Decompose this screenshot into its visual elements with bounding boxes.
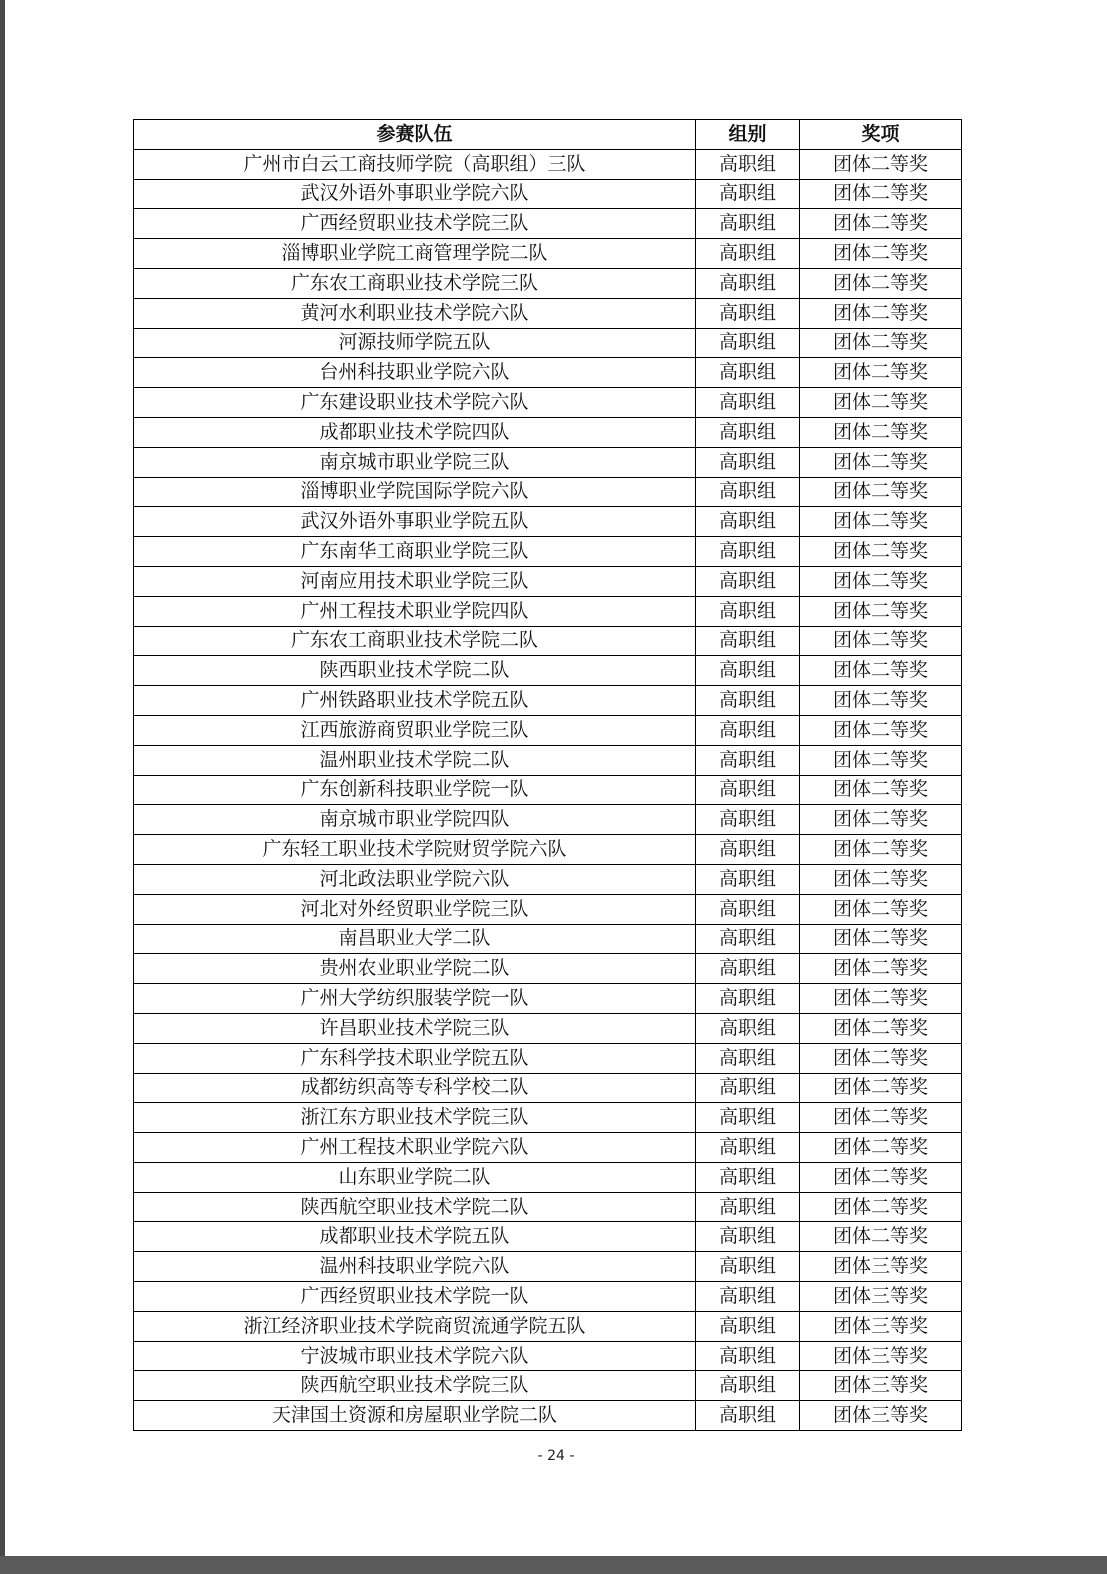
- team-name-cell: 天津国土资源和房屋职业学院二队: [134, 1401, 696, 1431]
- award-cell: 团体二等奖: [800, 507, 962, 537]
- team-name-cell: 江西旅游商贸职业学院三队: [134, 715, 696, 745]
- team-name-cell: 温州职业技术学院二队: [134, 745, 696, 775]
- group-cell: 高职组: [696, 1192, 800, 1222]
- group-cell: 高职组: [696, 715, 800, 745]
- team-name-cell: 河北政法职业学院六队: [134, 864, 696, 894]
- team-name-cell: 河源技师学院五队: [134, 328, 696, 358]
- team-name-cell: 武汉外语外事职业学院五队: [134, 507, 696, 537]
- table-row: [134, 1192, 962, 1222]
- group-cell: 高职组: [696, 477, 800, 507]
- award-cell: 团体三等奖: [800, 1311, 962, 1341]
- table-row: [134, 835, 962, 865]
- team-name-cell: 武汉外语外事职业学院六队: [134, 179, 696, 209]
- award-cell: 团体二等奖: [800, 924, 962, 954]
- team-name-cell: 广州铁路职业技术学院五队: [134, 686, 696, 716]
- award-cell: 团体二等奖: [800, 447, 962, 477]
- award-cell: 团体二等奖: [800, 954, 962, 984]
- award-cell: 团体二等奖: [800, 775, 962, 805]
- team-name-cell: 淄博职业学院国际学院六队: [134, 477, 696, 507]
- team-name-cell: 陕西航空职业技术学院二队: [134, 1192, 696, 1222]
- table-row: [134, 1103, 962, 1133]
- group-cell: 高职组: [696, 805, 800, 835]
- group-cell: 高职组: [696, 179, 800, 209]
- group-cell: 高职组: [696, 1222, 800, 1252]
- table-row: [134, 149, 962, 179]
- group-cell: 高职组: [696, 1013, 800, 1043]
- group-cell: 高职组: [696, 864, 800, 894]
- award-cell: 团体二等奖: [800, 566, 962, 596]
- table-row: [134, 1371, 962, 1401]
- group-cell: 高职组: [696, 984, 800, 1014]
- award-cell: 团体二等奖: [800, 1162, 962, 1192]
- group-cell: 高职组: [696, 566, 800, 596]
- table-row: [134, 507, 962, 537]
- award-cell: 团体二等奖: [800, 1133, 962, 1163]
- group-cell: 高职组: [696, 835, 800, 865]
- table-header-row: [134, 120, 962, 150]
- award-cell: 团体二等奖: [800, 209, 962, 239]
- award-cell: 团体二等奖: [800, 1192, 962, 1222]
- award-cell: 团体二等奖: [800, 358, 962, 388]
- group-cell: 高职组: [696, 388, 800, 418]
- group-cell: 高职组: [696, 596, 800, 626]
- table-row: [134, 596, 962, 626]
- award-cell: 团体二等奖: [800, 1222, 962, 1252]
- award-cell: 团体二等奖: [800, 1103, 962, 1133]
- header-team: 参赛队伍: [134, 120, 696, 150]
- award-cell: 团体二等奖: [800, 417, 962, 447]
- table-row: [134, 1401, 962, 1431]
- table-row: [134, 1162, 962, 1192]
- team-name-cell: 广西经贸职业技术学院一队: [134, 1282, 696, 1312]
- table-row: [134, 1252, 962, 1282]
- award-cell: 团体二等奖: [800, 626, 962, 656]
- award-cell: 团体三等奖: [800, 1282, 962, 1312]
- table-row: [134, 239, 962, 269]
- award-cell: 团体三等奖: [800, 1252, 962, 1282]
- team-name-cell: 淄博职业学院工商管理学院二队: [134, 239, 696, 269]
- award-cell: 团体二等奖: [800, 1013, 962, 1043]
- page-number: - 24 -: [537, 1448, 575, 1464]
- group-cell: 高职组: [696, 686, 800, 716]
- table-row: [134, 1282, 962, 1312]
- table-row: [134, 864, 962, 894]
- group-cell: 高职组: [696, 507, 800, 537]
- group-cell: 高职组: [696, 656, 800, 686]
- group-cell: 高职组: [696, 239, 800, 269]
- team-name-cell: 广东农工商职业技术学院二队: [134, 626, 696, 656]
- team-name-cell: 河北对外经贸职业学院三队: [134, 894, 696, 924]
- team-name-cell: 广东创新科技职业学院一队: [134, 775, 696, 805]
- group-cell: 高职组: [696, 1162, 800, 1192]
- group-cell: 高职组: [696, 1043, 800, 1073]
- group-cell: 高职组: [696, 894, 800, 924]
- table-row: [134, 984, 962, 1014]
- award-cell: 团体二等奖: [800, 298, 962, 328]
- team-name-cell: 黄河水利职业技术学院六队: [134, 298, 696, 328]
- award-cell: 团体三等奖: [800, 1371, 962, 1401]
- group-cell: 高职组: [696, 358, 800, 388]
- group-cell: 高职组: [696, 775, 800, 805]
- group-cell: 高职组: [696, 626, 800, 656]
- document-page: [5, 0, 1107, 1556]
- team-name-cell: 浙江经济职业技术学院商贸流通学院五队: [134, 1311, 696, 1341]
- table-row: [134, 268, 962, 298]
- table-row: [134, 537, 962, 567]
- group-cell: 高职组: [696, 1282, 800, 1312]
- team-name-cell: 广州工程技术职业学院六队: [134, 1133, 696, 1163]
- award-cell: 团体二等奖: [800, 984, 962, 1014]
- table-row: [134, 894, 962, 924]
- group-cell: 高职组: [696, 298, 800, 328]
- award-cell: 团体二等奖: [800, 179, 962, 209]
- header-group: 组别: [696, 120, 800, 150]
- award-cell: 团体二等奖: [800, 268, 962, 298]
- award-cell: 团体二等奖: [800, 835, 962, 865]
- group-cell: 高职组: [696, 1103, 800, 1133]
- award-cell: 团体二等奖: [800, 656, 962, 686]
- group-cell: 高职组: [696, 447, 800, 477]
- table-row: [134, 1073, 962, 1103]
- award-cell: 团体二等奖: [800, 1073, 962, 1103]
- group-cell: 高职组: [696, 268, 800, 298]
- table-row: [134, 745, 962, 775]
- award-cell: 团体二等奖: [800, 1043, 962, 1073]
- team-name-cell: 广东科学技术职业学院五队: [134, 1043, 696, 1073]
- award-cell: 团体三等奖: [800, 1401, 962, 1431]
- award-cell: 团体二等奖: [800, 894, 962, 924]
- award-cell: 团体二等奖: [800, 388, 962, 418]
- table-row: [134, 447, 962, 477]
- group-cell: 高职组: [696, 328, 800, 358]
- award-cell: 团体二等奖: [800, 715, 962, 745]
- team-name-cell: 广东农工商职业技术学院三队: [134, 268, 696, 298]
- header-award: 奖项: [800, 120, 962, 150]
- group-cell: 高职组: [696, 745, 800, 775]
- team-name-cell: 广东南华工商职业学院三队: [134, 537, 696, 567]
- group-cell: 高职组: [696, 1311, 800, 1341]
- team-name-cell: 河南应用技术职业学院三队: [134, 566, 696, 596]
- table-body: [134, 149, 962, 1430]
- table-row: [134, 1311, 962, 1341]
- table-row: [134, 656, 962, 686]
- team-name-cell: 浙江东方职业技术学院三队: [134, 1103, 696, 1133]
- table-row: [134, 477, 962, 507]
- table-row: [134, 566, 962, 596]
- table-row: [134, 1043, 962, 1073]
- award-cell: 团体二等奖: [800, 477, 962, 507]
- table-row: [134, 388, 962, 418]
- group-cell: 高职组: [696, 954, 800, 984]
- table-row: [134, 328, 962, 358]
- table-row: [134, 179, 962, 209]
- team-name-cell: 成都职业技术学院四队: [134, 417, 696, 447]
- table-row: [134, 298, 962, 328]
- group-cell: 高职组: [696, 209, 800, 239]
- team-name-cell: 贵州农业职业学院二队: [134, 954, 696, 984]
- team-name-cell: 成都职业技术学院五队: [134, 1222, 696, 1252]
- group-cell: 高职组: [696, 1371, 800, 1401]
- award-cell: 团体二等奖: [800, 328, 962, 358]
- awards-table: [133, 119, 962, 1431]
- table-row: [134, 1013, 962, 1043]
- group-cell: 高职组: [696, 1073, 800, 1103]
- team-name-cell: 山东职业学院二队: [134, 1162, 696, 1192]
- group-cell: 高职组: [696, 149, 800, 179]
- table-row: [134, 358, 962, 388]
- table-row: [134, 626, 962, 656]
- award-cell: 团体二等奖: [800, 864, 962, 894]
- group-cell: 高职组: [696, 417, 800, 447]
- team-name-cell: 陕西航空职业技术学院三队: [134, 1371, 696, 1401]
- team-name-cell: 广州市白云工商技师学院（高职组）三队: [134, 149, 696, 179]
- table-row: [134, 1341, 962, 1371]
- group-cell: 高职组: [696, 1401, 800, 1431]
- team-name-cell: 南京城市职业学院四队: [134, 805, 696, 835]
- award-cell: 团体三等奖: [800, 1341, 962, 1371]
- group-cell: 高职组: [696, 924, 800, 954]
- award-cell: 团体二等奖: [800, 805, 962, 835]
- table-row: [134, 209, 962, 239]
- team-name-cell: 陕西职业技术学院二队: [134, 656, 696, 686]
- team-name-cell: 广东轻工职业技术学院财贸学院六队: [134, 835, 696, 865]
- viewer-bottom-edge: [0, 1556, 1107, 1574]
- group-cell: 高职组: [696, 1133, 800, 1163]
- table-row: [134, 715, 962, 745]
- award-cell: 团体二等奖: [800, 686, 962, 716]
- table-row: [134, 924, 962, 954]
- table-row: [134, 775, 962, 805]
- team-name-cell: 南京城市职业学院三队: [134, 447, 696, 477]
- table-row: [134, 954, 962, 984]
- award-cell: 团体二等奖: [800, 745, 962, 775]
- table-row: [134, 1222, 962, 1252]
- team-name-cell: 南昌职业大学二队: [134, 924, 696, 954]
- group-cell: 高职组: [696, 537, 800, 567]
- team-name-cell: 许昌职业技术学院三队: [134, 1013, 696, 1043]
- award-cell: 团体二等奖: [800, 596, 962, 626]
- table-row: [134, 1133, 962, 1163]
- group-cell: 高职组: [696, 1252, 800, 1282]
- team-name-cell: 广州工程技术职业学院四队: [134, 596, 696, 626]
- award-cell: 团体二等奖: [800, 537, 962, 567]
- table-row: [134, 686, 962, 716]
- team-name-cell: 广西经贸职业技术学院三队: [134, 209, 696, 239]
- group-cell: 高职组: [696, 1341, 800, 1371]
- award-cell: 团体二等奖: [800, 149, 962, 179]
- team-name-cell: 宁波城市职业技术学院六队: [134, 1341, 696, 1371]
- team-name-cell: 广州大学纺织服装学院一队: [134, 984, 696, 1014]
- award-cell: 团体二等奖: [800, 239, 962, 269]
- team-name-cell: 温州科技职业学院六队: [134, 1252, 696, 1282]
- team-name-cell: 台州科技职业学院六队: [134, 358, 696, 388]
- table-row: [134, 805, 962, 835]
- table-row: [134, 417, 962, 447]
- team-name-cell: 广东建设职业技术学院六队: [134, 388, 696, 418]
- team-name-cell: 成都纺织高等专科学校二队: [134, 1073, 696, 1103]
